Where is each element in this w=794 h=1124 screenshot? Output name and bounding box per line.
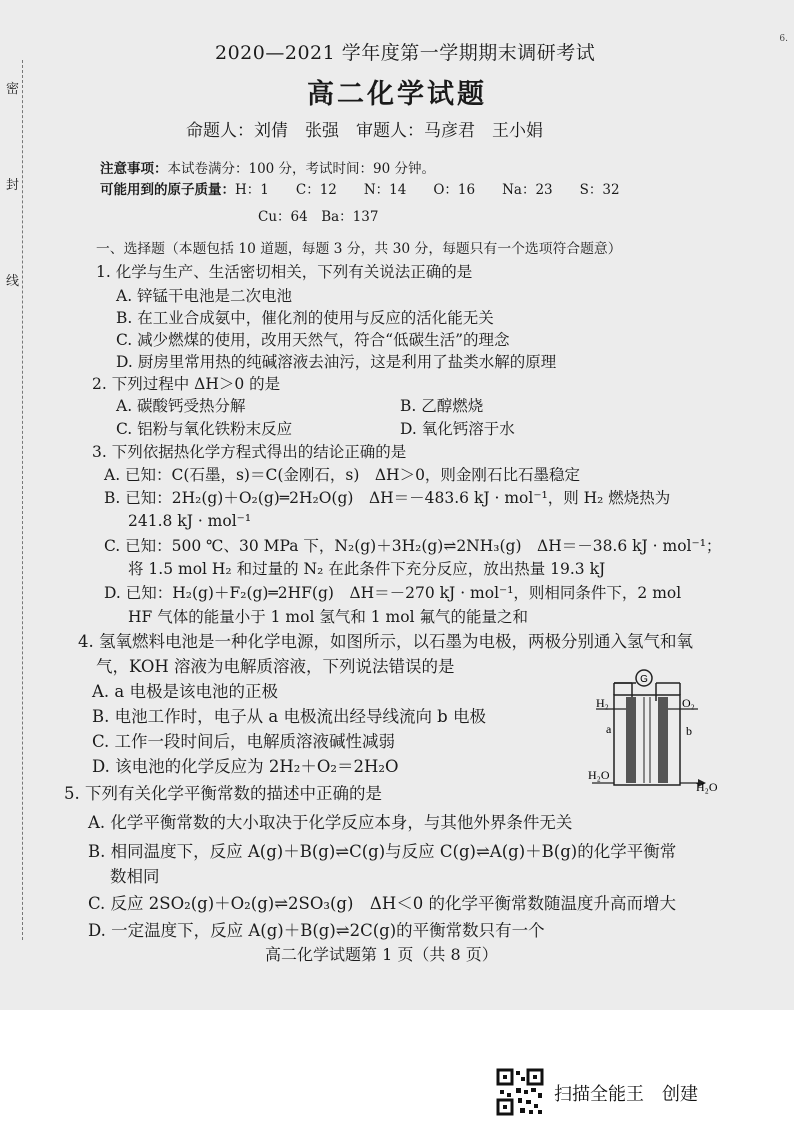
galvanometer-label: G bbox=[640, 674, 648, 685]
question-4-stem-cont: 气，KOH 溶液为电解质溶液，下列说法错误的是 bbox=[96, 657, 455, 676]
question-4-option-d: D. 该电池的化学反应为 2H₂＋O₂＝2H₂O bbox=[92, 757, 399, 776]
question-5-option-a: A. 化学平衡常数的大小取决于化学反应本身，与其他外界条件无关 bbox=[88, 813, 573, 832]
scanner-text: 扫描全能王 创建 bbox=[554, 1084, 698, 1105]
atomic-masses bbox=[100, 181, 620, 199]
question-3-option-b: B. 已知：2H₂(g)＋O₂(g)═2H₂O(g) ΔH＝－483.6 kJ · mol⁻¹，则 H₂ 燃烧热为 bbox=[104, 489, 671, 507]
question-2-option-c: C. 铝粉与氧化铁粉末反应 bbox=[116, 420, 293, 438]
question-1-stem: 1. 化学与生产、生活密切相关，下列有关说法正确的是 bbox=[96, 263, 473, 281]
question-1-option-c: C. 减少燃煤的使用，改用天然气，符合“低碳生活”的理念 bbox=[116, 331, 510, 349]
subject-title: 高二化学试题 bbox=[307, 79, 487, 110]
question-4-option-c: C. 工作一段时间后，电解质溶液碱性减弱 bbox=[92, 732, 396, 751]
question-3-option-d: D. 已知：H₂(g)＋F₂(g)═2HF(g) ΔH＝－270 kJ · mol⁻¹，则相同条件下，2 mol bbox=[104, 584, 682, 602]
question-3-option-b-cont: 241.8 kJ · mol⁻¹ bbox=[128, 512, 252, 530]
qr-code-icon bbox=[496, 1068, 544, 1116]
question-2-option-b: B. 乙醇燃烧 bbox=[400, 397, 484, 415]
margin-mark-seal: 封 bbox=[6, 178, 20, 193]
authors: 命题人：刘倩 张强 审题人：马彦君 王小娟 bbox=[186, 121, 543, 141]
question-5-option-b: B. 相同温度下，反应 A(g)＋B(g)⇌C(g)与反应 C(g)⇌A(g)＋B(g)的化学平衡常 bbox=[88, 842, 677, 861]
scanner-watermark bbox=[496, 1068, 794, 1118]
question-2-option-d: D. 氧化钙溶于水 bbox=[400, 420, 515, 438]
margin-mark-seal: 密 bbox=[6, 82, 20, 97]
atomic-label: 可能用到的原子质量： bbox=[100, 182, 235, 198]
electrode-b-label: b bbox=[686, 724, 692, 738]
electrode-a-label: a bbox=[606, 722, 612, 736]
margin-mark-line: 线 bbox=[6, 274, 20, 289]
binding-line bbox=[22, 60, 23, 940]
question-3-option-a: A. 已知：C(石墨，s)＝C(金刚石，s) ΔH＞0，则金刚石比石墨稳定 bbox=[104, 466, 580, 484]
notice-text: 本试卷满分：100 分，考试时间：90 分钟。 bbox=[167, 161, 436, 177]
question-2-stem: 2. 下列过程中 ΔH＞0 的是 bbox=[92, 375, 281, 393]
o2-label: O₂ bbox=[682, 696, 695, 710]
electrode-b bbox=[658, 697, 668, 783]
question-3-option-c-cont: 将 1.5 mol H₂ 和过量的 N₂ 在此条件下充分反应，放出热量 19.3 kJ bbox=[128, 560, 606, 578]
question-5-option-c: C. 反应 2SO₂(g)＋O₂(g)⇌2SO₃(g) ΔH＜0 的化学平衡常数随温度升高而增大 bbox=[88, 894, 676, 913]
fuel-cell-diagram bbox=[586, 665, 726, 803]
exam-title: 2020—2021 学年度第一学期期末调研考试 bbox=[215, 42, 596, 64]
question-1-option-d: D. 厨房里常用热的纯碱溶液去油污，这是利用了盐类水解的原理 bbox=[116, 353, 557, 371]
h2-label: H₂ bbox=[596, 696, 609, 710]
question-1-option-b: B. 在工业合成氨中，催化剂的使用与反应的活化能无关 bbox=[116, 309, 494, 327]
question-5-option-d: D. 一定温度下，反应 A(g)＋B(g)⇌2C(g)的平衡常数只有一个 bbox=[88, 921, 545, 940]
water-out-right: H₂O bbox=[696, 780, 718, 794]
question-2-option-a: A. 碳酸钙受热分解 bbox=[116, 397, 246, 415]
notice bbox=[100, 160, 435, 178]
question-4-option-b: B. 电池工作时，电子从 a 电极流出经导线流向 b 电极 bbox=[92, 707, 486, 726]
atomic-row-2: Cu：64 Ba：137 bbox=[258, 209, 379, 225]
section-heading: 一、选择题（本题包括 10 道题，每题 3 分，共 30 分，每题只有一个选项符合题意） bbox=[96, 241, 622, 257]
question-1-option-a: A. 锌锰干电池是二次电池 bbox=[116, 287, 293, 305]
question-5-stem: 5. 下列有关化学平衡常数的描述中正确的是 bbox=[64, 784, 382, 803]
question-5-option-b-cont: 数相同 bbox=[110, 867, 160, 886]
question-4-stem: 4. 氢氧燃料电池是一种化学电源，如图所示，以石墨为电极，两极分别通入氢气和氧 bbox=[78, 632, 693, 651]
question-4-option-a: A. a 电极是该电池的正极 bbox=[92, 682, 278, 701]
notice-label: 注意事项： bbox=[100, 161, 168, 177]
electrode-a bbox=[626, 697, 636, 783]
water-out-left: H₂O bbox=[588, 768, 610, 782]
question-3-option-c: C. 已知：500 ℃、30 MPa 下，N₂(g)＋3H₂(g)⇌2NH₃(g) ΔH＝－38.6 kJ · mol⁻¹； bbox=[104, 537, 722, 555]
atomic-row-1: H：1 C：12 N：14 O：16 Na：23 S：32 bbox=[235, 182, 620, 198]
corner-number: 6. bbox=[779, 34, 788, 44]
question-3-stem: 3. 下列依据热化学方程式得出的结论正确的是 bbox=[92, 443, 407, 461]
question-3-option-d-cont: HF 气体的能量小于 1 mol 氢气和 1 mol 氟气的能量之和 bbox=[128, 608, 528, 626]
page-footer: 高二化学试题第 1 页（共 8 页） bbox=[265, 945, 498, 964]
